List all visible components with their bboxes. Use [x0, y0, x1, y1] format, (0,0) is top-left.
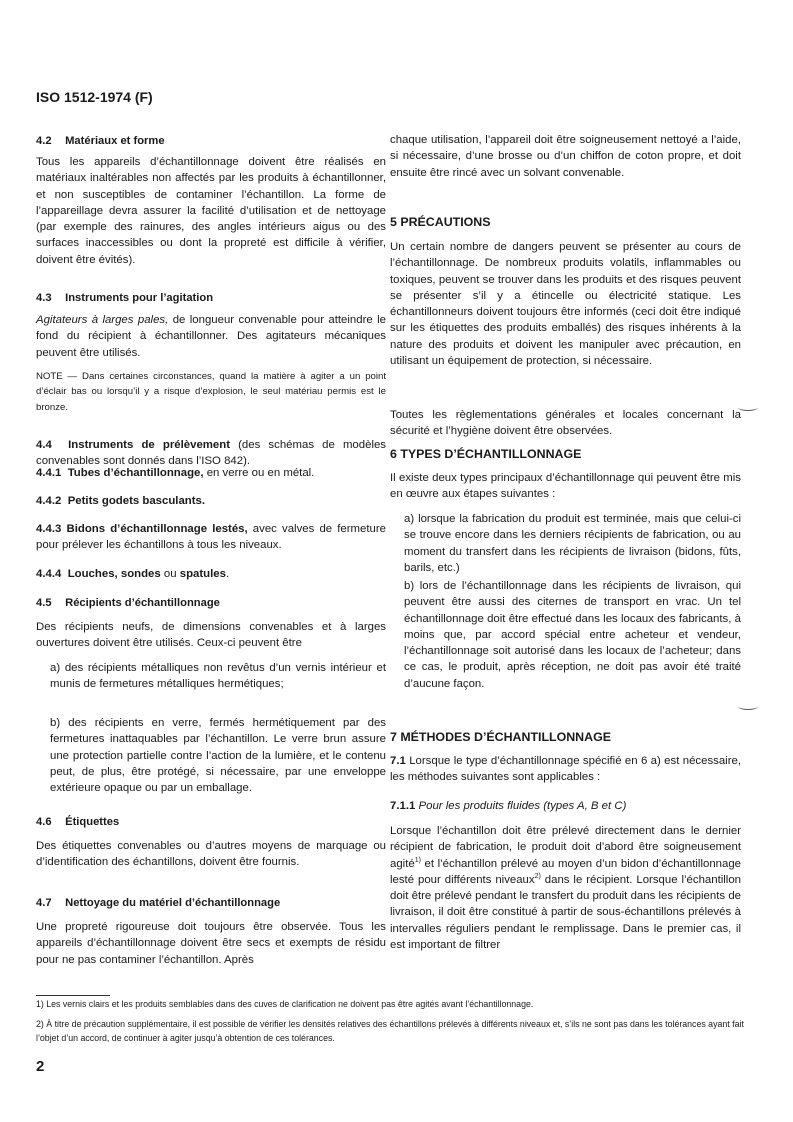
para-4-6: Des étiquettes convenables ou d’autres moyens de marquage ou d’identification des échantillons, doivent être fournis. [36, 840, 386, 869]
list-item-6-b: b) lors de l’échantillonnage dans les récipients de livraison, qui peuvent être aussi des citernes de transport en vrac. Un tel échantillonnage doit être effectué dans les locaux des fabricants, à moins que, par accord spécial entre acheteur et vendeur, l’échantillonnage soit autorisé dans les locaux de l’acheteur; dans ce cas, le produit, après réception, ne doit pas avoir été traité d’aucune façon. [404, 580, 741, 690]
list-item-6-a: a) lorsque la fabrication du produit est terminée, mais que celui-ci se trouve encore dans les derniers récipients de fabrication, ou au moment du transfert dans les récipients de livraison (bidons, fûts, barils, etc.) [404, 513, 741, 574]
para-4-4-1: 4.4.1 Tubes d’échantillonnage, en verre ou en métal. [36, 467, 315, 479]
para-4-4-4: 4.4.4 Louches, sondes ou spatules. [36, 568, 230, 580]
document-header: ISO 1512-1974 (F) [36, 89, 153, 105]
footnote-2: 2) À titre de précaution supplémentaire, il est possible de vérifier les densités relatives des échantillons prélevés à différents niveaux et, s’ils ne sont pas dans les tolérances ayant fait l’objet d’un accord, de continuer à agiter jusqu’à obtention de ces tolérances. [36, 1019, 744, 1043]
footnote-ref-1[interactable]: 1) [414, 856, 421, 864]
heading-7-1-1: 7.1.1 Pour les produits fluides (types A, B et C) [390, 800, 627, 812]
footnote-1: 1) Les vernis clairs et les produits semblables dans des cuves de clarification ne doivent pas être agités avant l’échantillonnage. [36, 999, 534, 1009]
para-4-4: 4.4 Instruments de prélèvement (des schémas de modèles convenables sont donnés dans l’ISO 842). [36, 439, 387, 468]
heading-4-7: 4.7 Nettoyage du matériel d’échantillonnage [36, 897, 281, 909]
heading-7: 7 MÉTHODES D’ÉCHANTILLONNAGE [390, 730, 611, 744]
para-4-5: Des récipients neufs, de dimensions convenables et à larges ouvertures doivent être utilisés. Ceux-ci peuvent être [36, 621, 386, 650]
para-4-3: Agitateurs à larges pales, de longueur convenable pour atteindre le fond du récipient à échantillonner. Des agitateurs mécaniques peuvent être utilisés. [36, 314, 386, 359]
para-4-7-continued: chaque utilisation, l’appareil doit être soigneusement nettoyé a l’aide, si nécessaire, d’une brosse ou d’un chiffon de coton propre, et doit ensuite être rincé avec un solvant convenable. [390, 134, 741, 179]
page-number: 2 [36, 1058, 45, 1075]
para-4-4-3: 4.4.3 Bidons d’échantillonnage lestés, avec valves de fermeture pour prélever les échantillons à tous les niveaux. [36, 523, 386, 552]
heading-4-5: 4.5 Récipients d’échantillonnage [36, 597, 220, 609]
heading-4-2: 4.2 Matériaux et forme [36, 135, 165, 147]
para-4-4-2: 4.4.2 Petits godets basculants. [36, 495, 206, 507]
heading-5: 5 PRÉCAUTIONS [390, 215, 491, 229]
para-7-1: 7.1 Lorsque le type d’échantillonnage spécifié en 6 a) est nécessaire, les méthodes suivantes sont applicables : [390, 755, 741, 784]
list-item-4-5-a: a) des récipients métalliques non revêtus d’un vernis intérieur et munis de fermetures métalliques hermétiques; [50, 662, 386, 691]
para-4-7: Une propreté rigoureuse doit toujours être observée. Tous les appareils d’échantillonnage doivent être secs et exempts de résidu pour ne pas contaminer l’échantillon. Après [36, 921, 386, 966]
margin-mark [738, 404, 758, 411]
para-4-2: Tous les appareils d’échantillonnage doivent être réalisés en matériaux inaltérables non affectés par les produits à échantillonner, et non susceptibles de contaminer l’échantillon. La forme de l’appareillage devra assurer la facilité d’utilisation et de nettoyage (par exemple des rainures, des angles intérieurs aigus ou des surfaces inaccessibles ou dont la propreté est difficile à vérifier, doivent être évités). [36, 156, 386, 266]
heading-6: 6 TYPES D’ÉCHANTILLONNAGE [390, 447, 582, 461]
footnote-ref-2[interactable]: 2) [534, 873, 541, 881]
para-5-2: Toutes les règlementations générales et locales concernant la sécurité et l’hygiène doivent être observées. [390, 409, 741, 438]
heading-4-3: 4.3 Instruments pour l’agitation [36, 292, 214, 304]
para-5-1: Un certain nombre de dangers peuvent se présenter au cours de l’échantillonnage. De nombreux produits volatils, inflammables ou toxiques, peuvent se trouver dans les produits et des risques peuvent se présenter s’il y a étincelle ou électricité statique. Les échantillonneurs doivent toujours être informés (ceci doit être indiqué sur les étiquettes des produits emballés) des risques inhérents à la nature des produits et doivent les manipuler avec précaution, en utilisant un équipement de protection, si nécessaire. [390, 241, 741, 368]
footnote-rule [36, 995, 110, 996]
para-7-1-1: Lorsque l’échantillon doit être prélevé directement dans le dernier récipient de fabrication, le produit doit d’abord être soigneusement agité$^{1)}$ et l’échantillon prélevé au moyen d’un bidon d’échantillonnage lesté pour différents niveaux$^{2)}$ dans le récipient. Lorsque l’échantillon doit être prélevé pendant le transfert du produit dans les récipients de livraison, il doit être constitué à partir de sous-échantillons prélevés à intervalles réguliers pendant le remplissage. Dans le premier cas, il est important de filtrer [390, 825, 741, 952]
list-item-4-5-b: b) des récipients en verre, fermés hermétiquement par des fermetures inattaquables par l’échantillon. Le verre brun assure une protection partielle contre l’action de la lumière, et le contenu peut, de plus, être protégé, si nécessaire, par une enveloppe extérieure opaque ou par un emballage. [50, 717, 386, 795]
margin-mark [738, 703, 758, 710]
para-6: Il existe deux types principaux d’échantillonnage qui peuvent être mis en œuvre aux étapes suivantes : [390, 472, 741, 501]
note-4-3: NOTE — Dans certaines circonstances, quand la matière à agiter a un point d’éclair bas ou lorsqu’il y a risque d’explosion, le seul matériau permis est le bronze. [36, 371, 386, 413]
heading-4-6: 4.6 Étiquettes [36, 816, 120, 828]
